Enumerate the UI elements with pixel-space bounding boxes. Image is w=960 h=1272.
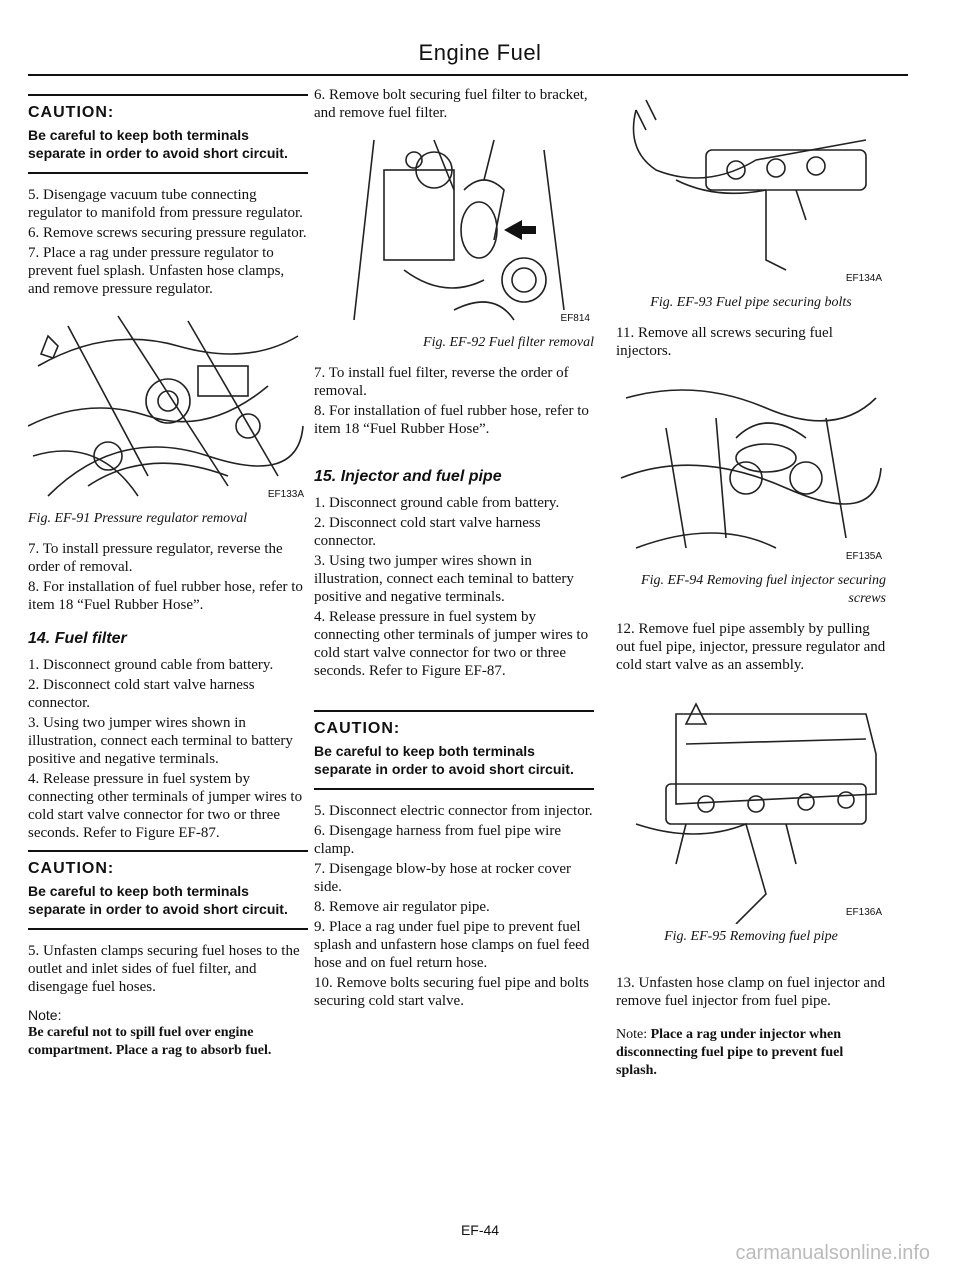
note-text: Place a rag under injector when disconnecting fuel pipe to prevent fuel splash. [616, 1027, 844, 1078]
caution-box [28, 850, 308, 930]
note-heading: Note: [616, 1027, 648, 1042]
step: 7. Disengage blow-by hose at rocker cover side. [314, 861, 571, 895]
figure-caption: Fig. EF-95 Removing fuel pipe [664, 929, 838, 944]
column-1 [28, 86, 308, 1060]
step: 8. For installation of fuel rubber hose, refer to item 18 “Fuel Rubber Hose”. [28, 579, 303, 613]
step: 4. Release pressure in fuel system by connecting other terminals of jumper wires to cold start valve connector for two or three seconds. Refer to Figure EF-87. [28, 771, 303, 841]
fuel-pipe-removal-illustration [616, 694, 886, 924]
caution-title: CAUTION: [28, 104, 115, 121]
figure-caption: Fig. EF-94 Removing fuel injector securing screws [641, 573, 886, 606]
figure-ef94 [616, 368, 886, 568]
figure-code: EF135A [845, 551, 882, 562]
step: 8. Remove air regulator pipe. [314, 899, 490, 915]
figure-ef95 [616, 694, 886, 924]
page-number: EF-44 [460, 1222, 500, 1238]
caution-box [314, 710, 594, 790]
column-2 [314, 86, 594, 1012]
figure-ef93 [616, 90, 886, 290]
step: 5. Disconnect electric connector from injector. [314, 803, 593, 819]
step: 7. To install pressure regulator, reverse the order of removal. [28, 541, 283, 575]
injector-screws-illustration [616, 368, 886, 568]
caution-title: CAUTION: [314, 720, 401, 737]
step: 1. Disconnect ground cable from battery. [28, 657, 274, 673]
caution-box [28, 94, 308, 174]
page-header: Engine Fuel [418, 40, 542, 65]
caution-title: CAUTION: [28, 860, 115, 877]
figure-code: EF133A [267, 489, 304, 500]
figure-caption: Fig. EF-92 Fuel filter removal [423, 335, 594, 350]
column-3 [616, 86, 886, 1080]
note-text: Be careful not to spill fuel over engine compartment. Place a rag to absorb fuel. [28, 1025, 272, 1058]
note [616, 1026, 886, 1080]
step: 10. Remove bolts securing fuel pipe and bolts securing cold start valve. [314, 975, 589, 1009]
step: 5. Disengage vacuum tube connecting regulator to manifold from pressure regulator. [28, 187, 303, 221]
step: 6. Remove screws securing pressure regulator. [28, 225, 307, 241]
step: 13. Unfasten hose clamp on fuel injector and remove fuel injector from fuel pipe. [616, 975, 886, 1009]
step: 6. Remove bolt securing fuel filter to bracket, and remove fuel filter. [314, 87, 588, 121]
figure-caption: Fig. EF-93 Fuel pipe securing bolts [650, 295, 852, 310]
watermark: carmanualsonline.info [735, 1242, 930, 1264]
caution-text: Be careful to keep both terminals separate in order to avoid short circuit. [314, 743, 574, 777]
figure-code: EF136A [845, 907, 882, 918]
step: 2. Disconnect cold start valve harness connector. [28, 677, 255, 711]
step: 9. Place a rag under fuel pipe to prevent fuel splash and unfastern hose clamps on fuel feed hose and on fuel return hose. [314, 919, 590, 971]
step: 4. Release pressure in fuel system by connecting other terminals of jumper wires to cold start valve connector for two or three seconds. Refer to Figure EF-87. [314, 609, 589, 679]
step: 1. Disconnect ground cable from battery. [314, 495, 560, 511]
step: 8. For installation of fuel rubber hose, refer to item 18 “Fuel Rubber Hose”. [314, 403, 589, 437]
step: 7. To install fuel filter, reverse the order of removal. [314, 365, 569, 399]
figure-ef92 [314, 130, 594, 330]
section-heading: 15. Injector and fuel pipe [314, 468, 502, 485]
step: 3. Using two jumper wires shown in illustration, connect each terminal to battery positive and negative terminals. [28, 715, 293, 767]
figure-code: EF814 [560, 313, 590, 324]
header-rule [28, 74, 908, 76]
step: 2. Disconnect cold start valve harness connector. [314, 515, 541, 549]
step: 7. Place a rag under pressure regulator to prevent fuel splash. Unfasten hose clamps, and remove pressure regulator. [28, 245, 285, 297]
fuel-filter-illustration [314, 130, 594, 330]
section-heading: 14. Fuel filter [28, 630, 127, 647]
figure-ef91 [28, 306, 308, 506]
figure-code: EF134A [845, 273, 882, 284]
step: 3. Using two jumper wires shown in illustration, connect each teminal to battery positive and negative terminals. [314, 553, 574, 605]
caution-text: Be careful to keep both terminals separate in order to avoid short circuit. [28, 127, 288, 161]
fuel-pipe-illustration [616, 90, 886, 290]
pressure-regulator-illustration [28, 306, 308, 506]
step: 12. Remove fuel pipe assembly by pulling out fuel pipe, injector, pressure regulator and cold start valve as an assembly. [616, 621, 886, 673]
step: 11. Remove all screws securing fuel injectors. [616, 325, 833, 359]
note-heading: Note: [28, 1007, 62, 1023]
figure-caption: Fig. EF-91 Pressure regulator removal [28, 511, 248, 526]
step: 6. Disengage harness from fuel pipe wire clamp. [314, 823, 562, 857]
caution-text: Be careful to keep both terminals separate in order to avoid short circuit. [28, 883, 288, 917]
step: 5. Unfasten clamps securing fuel hoses to the outlet and inlet sides of fuel filter, and disengage fuel hoses. [28, 943, 300, 995]
